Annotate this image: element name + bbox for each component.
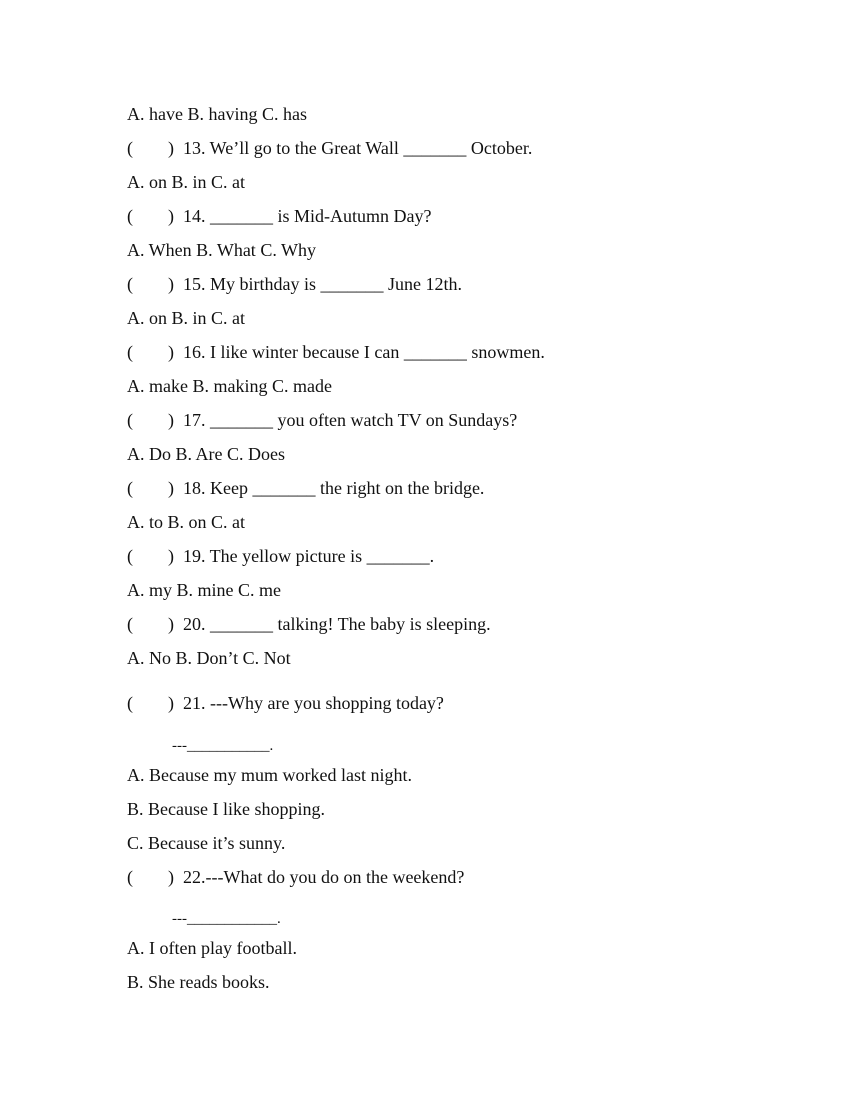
answer-bracket: ( (127, 274, 133, 294)
answer-blank-22: ---____________. (172, 911, 281, 927)
answer-bracket: ( (127, 138, 133, 158)
question-14: ( ) 14. _______ is Mid-Autumn Day? (127, 206, 432, 226)
option-22-b: B. She reads books. (127, 972, 270, 992)
options-15: A. on B. in C. at (127, 308, 246, 328)
option-21-b: B. Because I like shopping. (127, 799, 325, 819)
answer-bracket: ( (127, 546, 133, 566)
option-21-a: A. Because my mum worked last night. (127, 765, 412, 785)
question-19: ( ) 19. The yellow picture is _______. (127, 546, 435, 566)
answer-bracket: ( (127, 342, 133, 362)
question-17: ( ) 17. _______ you often watch TV on Sundays? (127, 410, 518, 430)
answer-bracket: ( (127, 614, 133, 634)
question-21: ( ) 21. ---Why are you shopping today? (127, 693, 444, 713)
question-22: ( ) 22.---What do you do on the weekend? (127, 867, 465, 887)
options-16: A. make B. making C. made (127, 376, 332, 396)
options-12: A. have B. having C. has (127, 104, 307, 124)
options-18: A. to B. on C. at (127, 512, 246, 532)
options-13: A. on B. in C. at (127, 172, 246, 192)
answer-bracket: ( (127, 693, 133, 713)
options-17: A. Do B. Are C. Does (127, 444, 285, 464)
question-13: ( ) 13. We’ll go to the Great Wall _______ October. (127, 138, 533, 158)
question-20: ( ) 20. _______ talking! The baby is sleeping. (127, 614, 491, 634)
option-22-a: A. I often play football. (127, 938, 297, 958)
options-19: A. my B. mine C. me (127, 580, 281, 600)
question-18: ( ) 18. Keep _______ the right on the bridge. (127, 478, 485, 498)
option-21-c: C. Because it’s sunny. (127, 833, 286, 853)
options-14: A. When B. What C. Why (127, 240, 316, 260)
question-16: ( ) 16. I like winter because I can _______ snowmen. (127, 342, 545, 362)
options-20: A. No B. Don’t C. Not (127, 648, 291, 668)
answer-bracket: ( (127, 410, 133, 430)
answer-blank-21: ---___________. (172, 738, 274, 754)
answer-bracket: ( (127, 478, 133, 498)
question-15: ( ) 15. My birthday is _______ June 12th. (127, 274, 462, 294)
answer-bracket: ( (127, 206, 133, 226)
answer-bracket: ( (127, 867, 133, 887)
